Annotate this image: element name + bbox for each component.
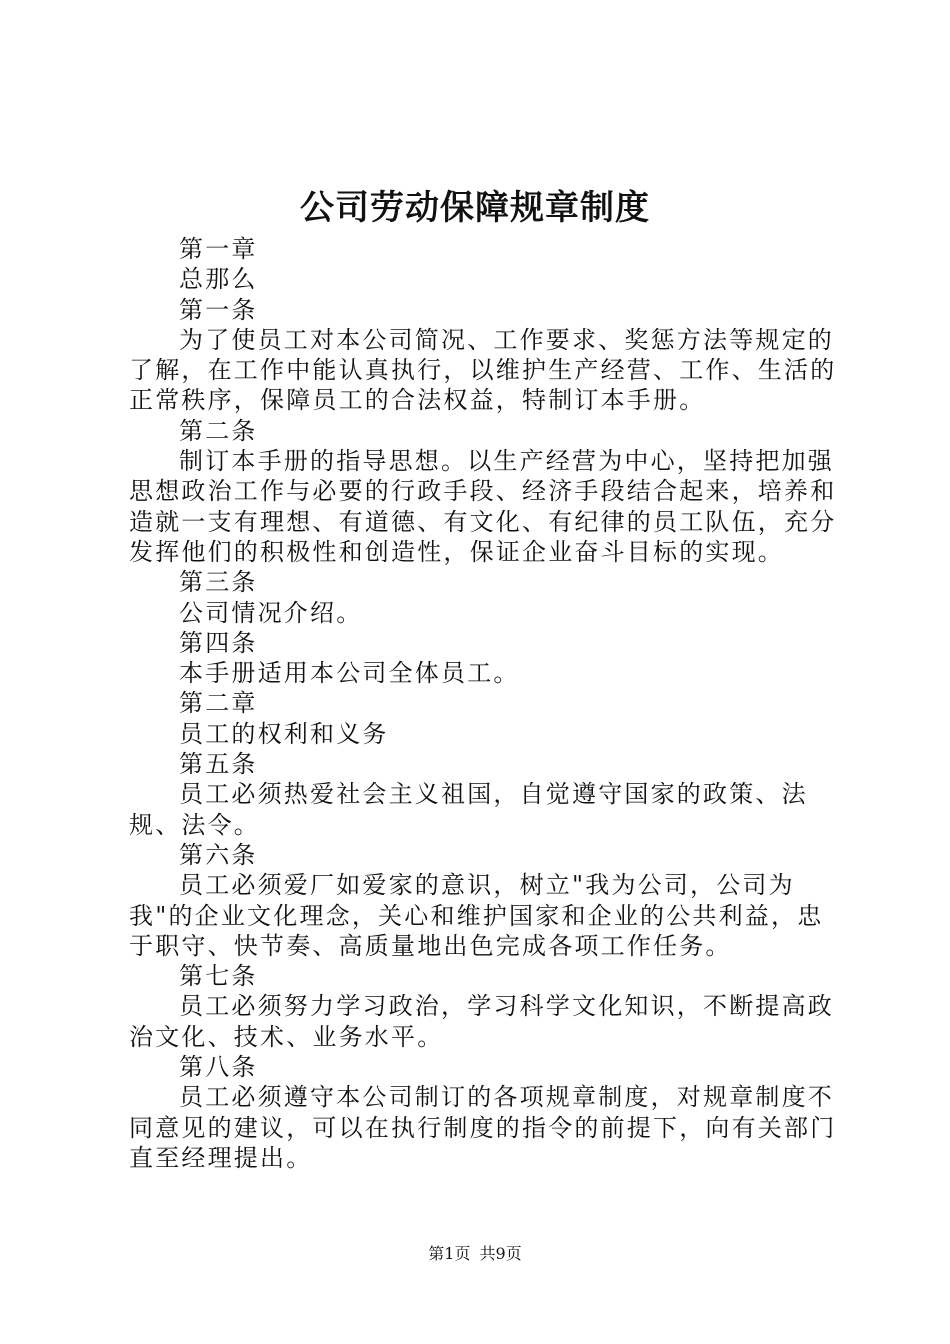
paragraph: 第七条 (179, 962, 258, 991)
document-title: 公司劳动保障规章制度 (300, 188, 650, 228)
paragraph: 为了使员工对本公司简况、工作要求、奖惩方法等规定的了解，在工作中能认真执行，以维护生产经营、工作、生活的正常秩序，保障员工的合法权益，特制订本手册。 (129, 325, 837, 415)
page-footer (0, 1242, 950, 1266)
paragraph: 第二条 (179, 416, 258, 445)
paragraph: 第二章 (179, 689, 258, 718)
paragraph: 员工的权利和义务 (179, 719, 389, 748)
paragraph: 员工必须热爱社会主义祖国，自觉遵守国家的政策、法规、法令。 (129, 780, 808, 839)
paragraph: 第一条 (179, 295, 258, 324)
paragraph: 公司情况介绍。 (179, 598, 363, 627)
paragraph: 员工必须爱厂如爱家的意识，树立"我为公司，公司为我"的企业文化理念，关心和维护国家和企业的公共利益，忠于职守、快节奏、高质量地出色完成各项工作任务。 (129, 871, 824, 960)
page-total: 共9页 (479, 1244, 522, 1263)
paragraph: 本手册适用本公司全体员工。 (179, 659, 520, 688)
paragraph: 第六条 (179, 840, 258, 869)
paragraph: 员工必须遵守本公司制订的各项规章制度，对规章制度不同意见的建议，可以在执行制度的指令的前提下，向有关部门直至经理提出。 (129, 1083, 837, 1172)
paragraph: 制订本手册的指导思想。以生产经营为中心，坚持把加强思想政治工作与必要的行政手段、经济手段结合起来，培养和造就一支有理想、有道德、有文化、有纪律的员工队伍，充分发挥他们的积极性和创造性，保证企业奋斗目标的实现。 (129, 447, 837, 566)
paragraph: 第一章 (179, 235, 258, 263)
document-body (129, 234, 849, 1173)
paragraph: 第八条 (179, 1053, 258, 1082)
page-number: 第1页 (428, 1244, 471, 1263)
paragraph: 员工必须努力学习政治，学习科学文化知识，不断提高政治文化、技术、业务水平。 (129, 992, 834, 1051)
paragraph: 第四条 (179, 628, 258, 657)
paragraph: 第三条 (179, 568, 258, 597)
paragraph: 总那么 (179, 265, 258, 294)
paragraph: 第五条 (179, 750, 258, 779)
